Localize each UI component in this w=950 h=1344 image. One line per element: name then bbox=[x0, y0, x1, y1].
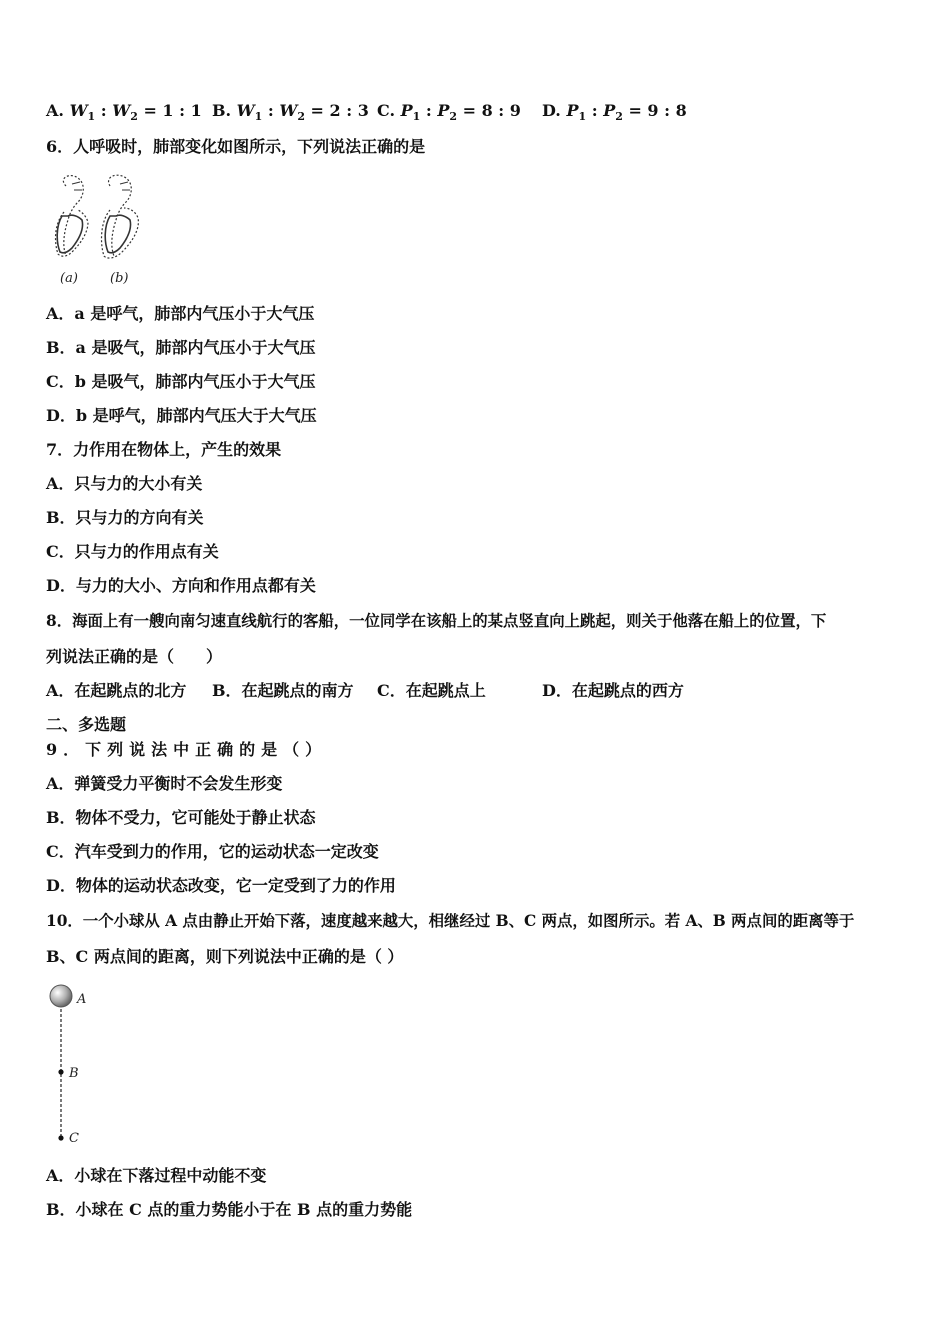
option-sub: 1 bbox=[254, 110, 263, 124]
q7-option-b: B．只与力的方向有关 bbox=[46, 508, 204, 527]
falling-ball-figure bbox=[44, 982, 104, 1146]
point-b-dot bbox=[58, 1069, 63, 1074]
option-sub: 2 bbox=[449, 110, 458, 124]
option-sub: 2 bbox=[130, 110, 138, 124]
q9-option-b: B．物体不受力，它可能处于静止状态 bbox=[46, 808, 316, 827]
section-title: 二、多选题 bbox=[46, 715, 127, 734]
option-sub: 1 bbox=[412, 110, 421, 124]
option-ratio: = 9 : 8 bbox=[628, 101, 687, 120]
q6-stem: 6．人呼吸时，肺部变化如图所示，下列说法正确的是 bbox=[46, 137, 426, 156]
q8-stem-line2: 列说法正确的是（ ） bbox=[46, 647, 223, 666]
q6-option-b: B．a 是吸气，肺部内气压小于大气压 bbox=[46, 338, 316, 357]
ball bbox=[50, 985, 72, 1007]
q8-option-c: C．在起跳点上 bbox=[377, 681, 486, 700]
option-var: W bbox=[279, 101, 298, 120]
option-var: P bbox=[603, 101, 616, 120]
q10-stem-line2: B、C 两点间的距离，则下列说法中正确的是（ ） bbox=[46, 947, 404, 966]
option-var: P bbox=[400, 101, 413, 120]
option-letter: D. bbox=[542, 101, 561, 120]
option-var: W bbox=[69, 101, 88, 120]
q9-stem: 9．下列说法中正确的是（） bbox=[46, 740, 328, 759]
figure-label-a: (a) bbox=[60, 271, 78, 286]
q8-option-b: B．在起跳点的南方 bbox=[212, 681, 354, 700]
q5-option-b: B. $W_1$ : $W_2 = 2$ : 3 bbox=[212, 101, 369, 124]
q6-option-d: D．b 是呼气，肺部内气压大于大气压 bbox=[46, 406, 317, 425]
point-c-dot bbox=[58, 1135, 63, 1140]
q5-option-c: C. $P_1$ : $P_2 = 8$ : 9 bbox=[377, 101, 521, 124]
q6-option-a: A．a 是呼气，肺部内气压小于大气压 bbox=[46, 304, 315, 323]
option-ratio: = 2 : 3 bbox=[310, 101, 369, 120]
lung-diagram-a bbox=[56, 176, 88, 257]
option-letter: B. bbox=[212, 101, 232, 120]
option-sub: 1 bbox=[578, 110, 587, 124]
option-sub: 2 bbox=[297, 110, 305, 124]
option-ratio: = 1 : 1 bbox=[143, 101, 202, 120]
q9-option-a: A．弹簧受力平衡时不会发生形变 bbox=[46, 774, 283, 793]
q5-option-a: A. $W_1$ : $W_2 = 1$ : 1 bbox=[46, 101, 202, 124]
q10-option-a: A．小球在下落过程中动能不变 bbox=[46, 1166, 267, 1185]
q6-option-c: C．b 是吸气，肺部内气压小于大气压 bbox=[46, 372, 316, 391]
option-var: P bbox=[566, 101, 579, 120]
q9-option-c: C．汽车受到力的作用，它的运动状态一定改变 bbox=[46, 842, 379, 861]
q5-options bbox=[0, 101, 950, 123]
q8-stem-line1: 8．海面上有一艘向南匀速直线航行的客船，一位同学在该船上的某点竖直向上跳起，则关于他落在船上的位置，下 bbox=[46, 612, 827, 630]
option-var: P bbox=[437, 101, 450, 120]
figure-label-b: (b) bbox=[110, 271, 129, 286]
q7-option-c: C．只与力的作用点有关 bbox=[46, 542, 219, 561]
q7-option-a: A．只与力的大小有关 bbox=[46, 474, 203, 493]
option-letter: A. bbox=[46, 101, 64, 120]
q10-option-b: B．小球在 C 点的重力势能小于在 B 点的重力势能 bbox=[46, 1200, 413, 1219]
lungs-figure bbox=[48, 172, 148, 290]
q9-option-d: D．物体的运动状态改变，它一定受到了力的作用 bbox=[46, 876, 396, 895]
q8-option-d: D．在起跳点的西方 bbox=[542, 681, 684, 700]
q8-option-a: A．在起跳点的北方 bbox=[46, 681, 187, 700]
point-a-label: A bbox=[77, 992, 87, 1007]
q7-stem: 7．力作用在物体上，产生的效果 bbox=[46, 440, 282, 459]
option-var: W bbox=[112, 101, 131, 120]
lung-diagram-b bbox=[102, 175, 139, 258]
option-letter: C. bbox=[377, 101, 396, 120]
option-sub: 1 bbox=[87, 110, 96, 124]
q5-option-d: D. $P_1$ : $P_2 = 9$ : 8 bbox=[542, 101, 687, 124]
option-sub: 2 bbox=[615, 110, 623, 124]
q10-stem-line1: 10．一个小球从 A 点由静止开始下落，速度越来越大，相继经过 B、C 两点，如图所示。若 A、B 两点间的距离等于 bbox=[46, 912, 855, 930]
option-var: W bbox=[236, 101, 255, 120]
q7-option-d: D．与力的大小、方向和作用点都有关 bbox=[46, 576, 316, 595]
point-b-label: B bbox=[69, 1066, 79, 1081]
point-c-label: C bbox=[69, 1131, 79, 1146]
option-ratio: = 8 : 9 bbox=[462, 101, 521, 120]
